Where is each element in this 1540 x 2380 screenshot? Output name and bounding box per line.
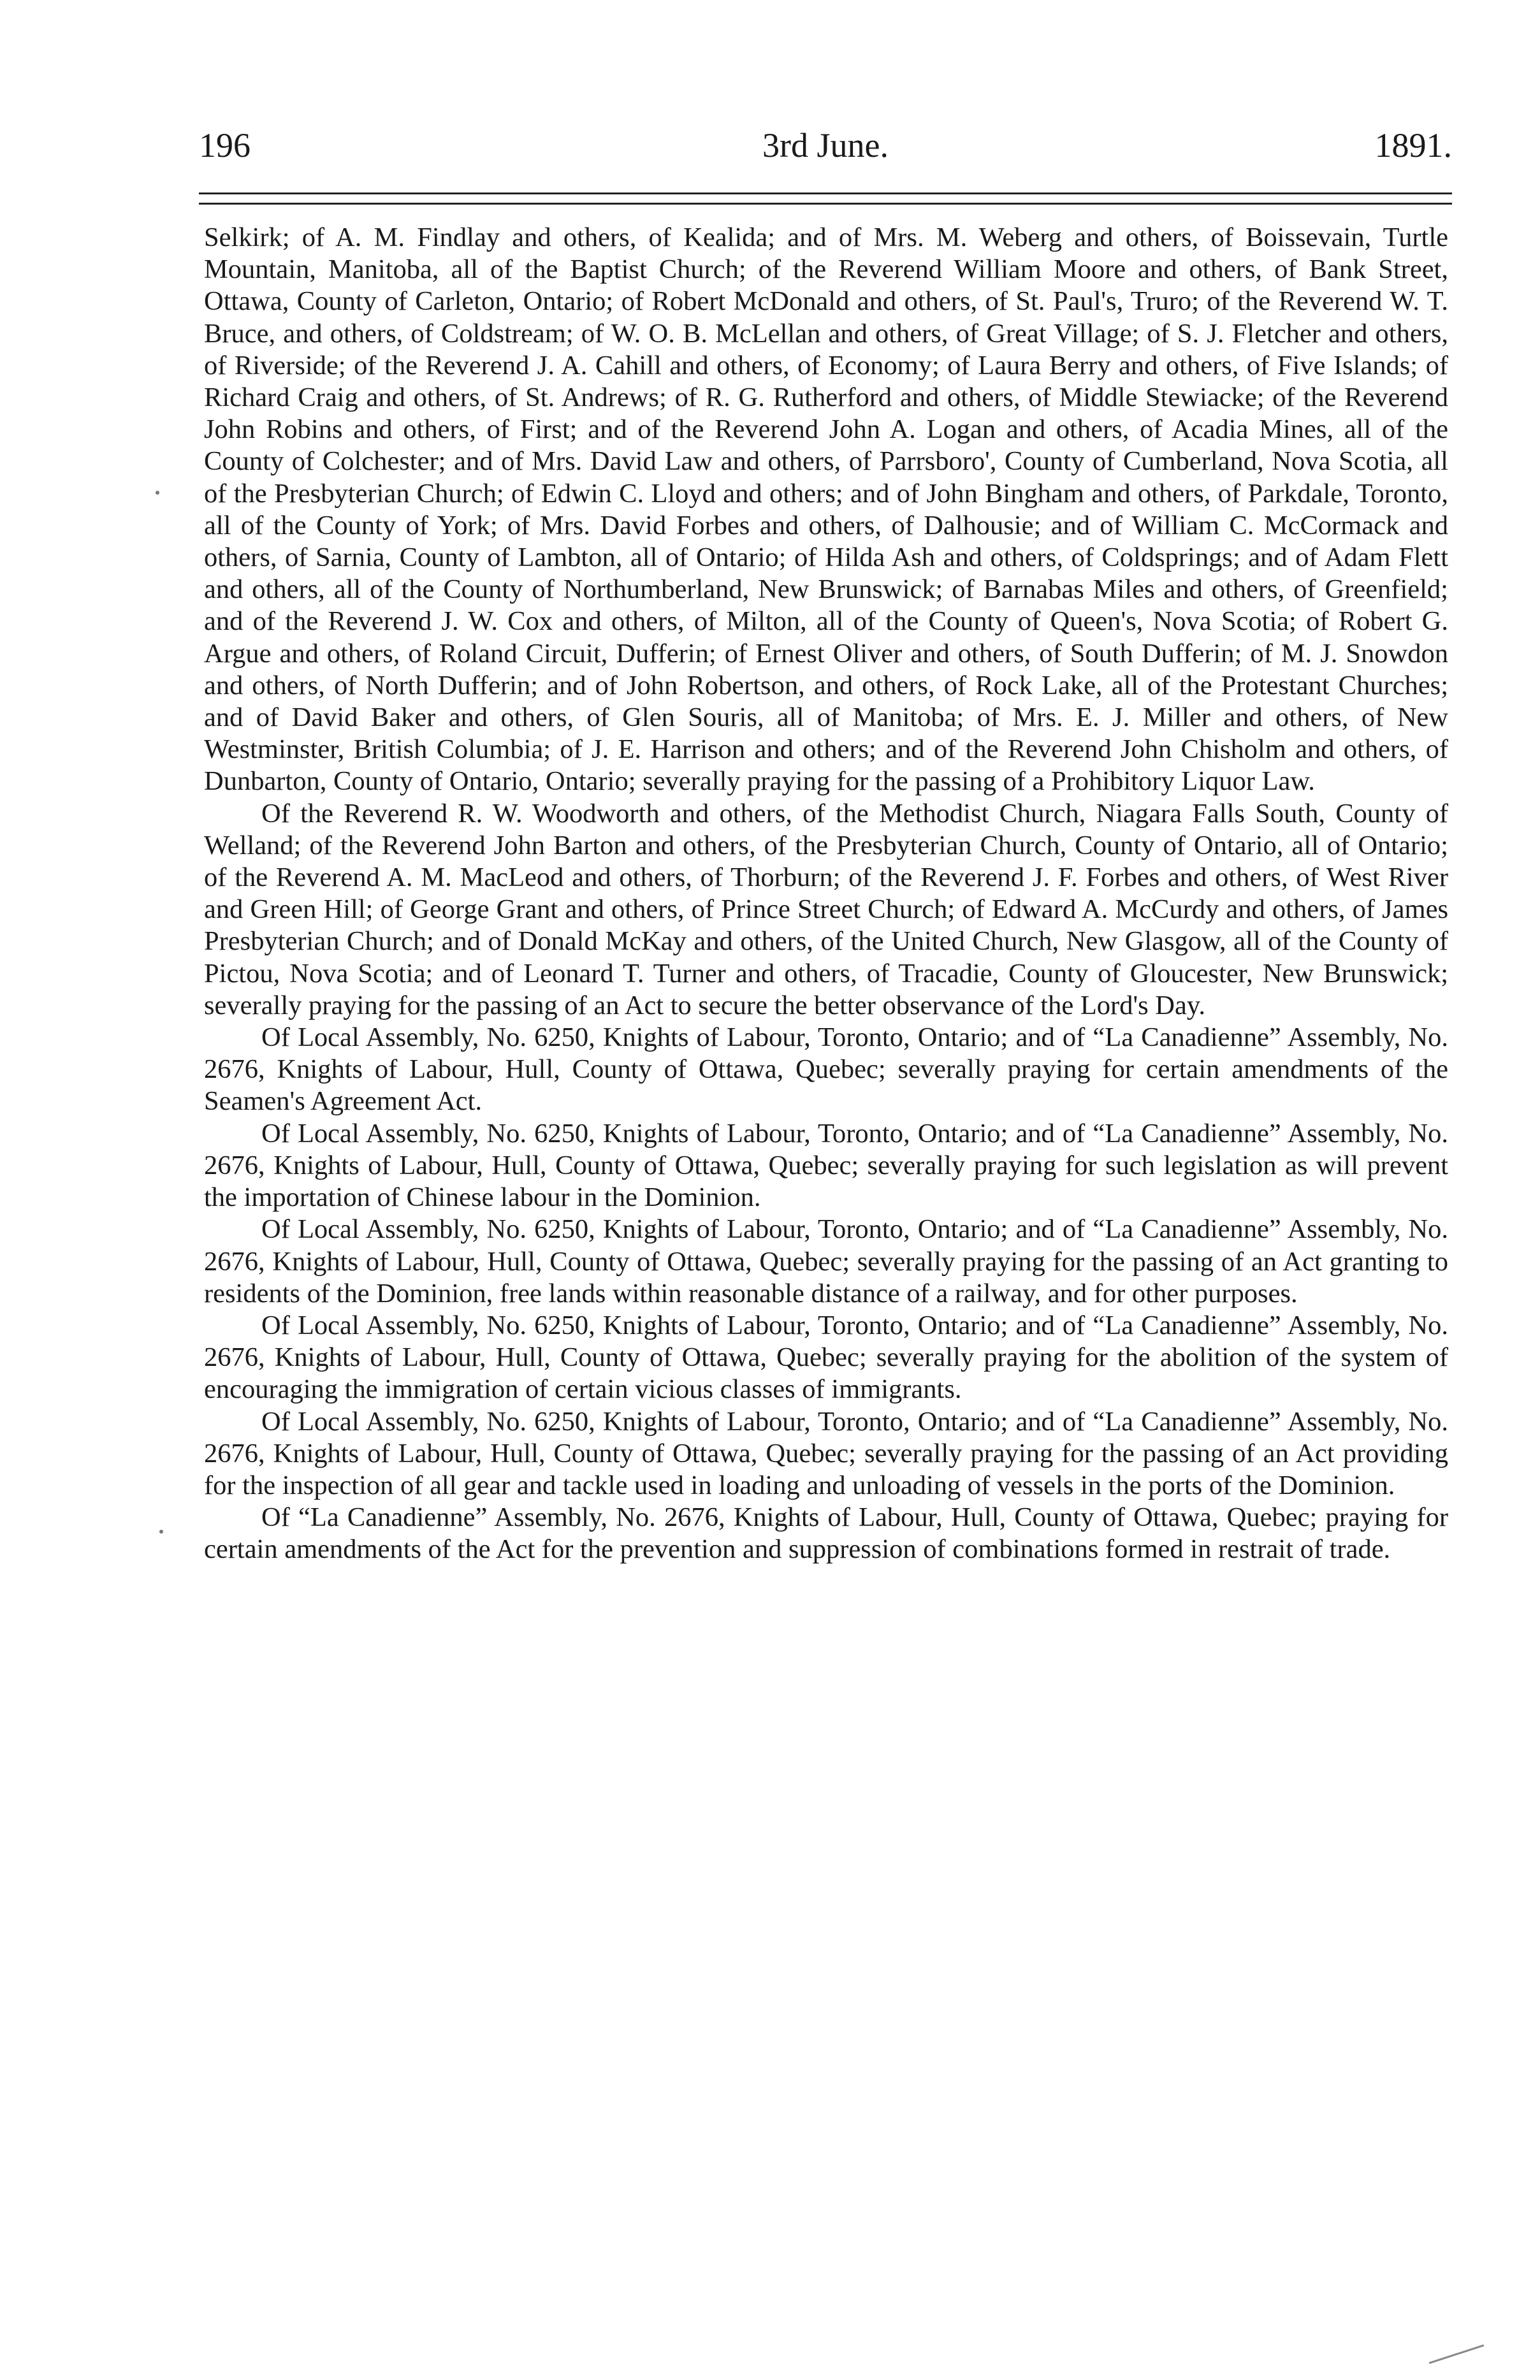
paragraph-chinese-labour: Of Local Assembly, No. 6250, Knights of Labour, Toronto, Ontario; and of “La Canadienne” Assembly, No. 2676, Knights of Labour, Hull, County of Ottawa, Quebec; severally praying for such legislation as will prevent the importation of Chinese labour in the Dominion. bbox=[204, 1118, 1448, 1213]
margin-speck bbox=[156, 491, 159, 495]
margin-speck bbox=[159, 1530, 163, 1534]
header-year: 1891. bbox=[1374, 126, 1452, 164]
corner-pencil-mark bbox=[1429, 2344, 1485, 2364]
header-rule-bottom bbox=[199, 203, 1452, 205]
paragraph-gear-inspection: Of Local Assembly, No. 6250, Knights of Labour, Toronto, Ontario; and of “La Canadienne” Assembly, No. 2676, Knights of Labour, Hull, County of Ottawa, Quebec; severally praying for the passing of an Act providing for the inspection of all gear and tackle used in loading and unloading of vessels in the ports of the Dominion. bbox=[204, 1406, 1448, 1500]
paragraph-lords-day: Of the Reverend R. W. Woodworth and others, of the Methodist Church, Niagara Falls South, County of Welland; of the Reverend John Barton and others, of the Presbyterian Church, County of Ontario, all of Ontario; of the Reverend A. M. MacLeod and others, of Thorburn; of the Reverend J. F. Forbes and others, of West River and Green Hill; of George Grant and others, of Prince Street Church; of Edward A. McCurdy and others, of James Presbyterian Church; and of Donald McKay and others, of the United Church, New Glasgow, all of the County of Pictou, Nova Scotia; and of Leonard T. Turner and others, of Tracadie, County of Gloucester, New Brunswick; severally praying for the passing of an Act to secure the better observance of the Lord's Day. bbox=[204, 798, 1448, 1020]
paragraph-prohibitory-liquor-law: Selkirk; of A. M. Findlay and others, of Kealida; and of Mrs. M. Weberg and others, of Boissevain, Turtle Mountain, Manitoba, all of the Baptist Church; of the Reverend William Moore and others, of Bank Street, Ottawa, County of Carleton, Ontario; of Robert McDonald and others, of St. Paul's, Truro; of the Reverend W. T. Bruce, and others, of Coldstream; of W. O. B. McLellan and others, of Great Village; of S. J. Fletcher and others, of Riverside; of the Reverend J. A. Cahill and others, of Economy; of Laura Berry and others, of Five Islands; of Richard Craig and others, of St. Andrews; of R. G. Rutherford and others, of Middle Stewiacke; of the Reverend John Robins and others, of First; and of the Reverend John A. Logan and others, of Acadia Mines, all of the County of Colchester; and of Mrs. David Law and others, of Parrsboro', County of Cumberland, Nova Scotia, all of the Presbyterian Church; of Edwin C. Lloyd and others; and of John Bingham and others, of Parkdale, Toronto, all of the County of York; of Mrs. David Forbes and others, of Dalhousie; and of William C. McCormack and others, of Sarnia, County of Lambton, all of Ontario; of Hilda Ash and others, of Coldsprings; and of Adam Flett and others, all of the County of Northumberland, New Brunswick; of Barnabas Miles and others, of Greenfield; and of the Reverend J. W. Cox and others, of Milton, all of the County of Queen's, Nova Scotia; of Robert G. Argue and others, of Roland Circuit, Dufferin; of Ernest Oliver and others, of South Dufferin; of M. J. Snowdon and others, of North Dufferin; and of John Robertson, and others, of Rock Lake, all of the Protestant Churches; and of David Baker and others, of Glen Souris, all of Manitoba; of Mrs. E. J. Miller and others, of New Westminster, British Columbia; of J. E. Harrison and others; and of the Reverend John Chisholm and others, of Dunbarton, County of Ontario, Ontario; severally praying for the passing of a Prohibitory Liquor Law. bbox=[204, 222, 1448, 797]
paragraph-combinations: Of “La Canadienne” Assembly, No. 2676, Knights of Labour, Hull, County of Ottawa, Quebec; praying for certain amendments of the Act for the prevention and suppression of combinations formed in restrait of trade. bbox=[204, 1502, 1448, 1565]
paragraph-free-lands: Of Local Assembly, No. 6250, Knights of Labour, Toronto, Ontario; and of “La Canadienne” Assembly, No. 2676, Knights of Labour, Hull, County of Ottawa, Quebec; severally praying for the passing of an Act granting to residents of the Dominion, free lands within reasonable distance of a railway, and for other purposes. bbox=[204, 1214, 1448, 1309]
paragraph-seamens-agreement: Of Local Assembly, No. 6250, Knights of Labour, Toronto, Ontario; and of “La Canadienne” Assembly, No. 2676, Knights of Labour, Hull, County of Ottawa, Quebec; severally praying for certain amendments of the Seamen's Agreement Act. bbox=[204, 1022, 1448, 1117]
page-body bbox=[204, 222, 1448, 1566]
page-number: 196 bbox=[199, 126, 251, 164]
header-date: 3rd June. bbox=[762, 126, 889, 164]
header-rule-top bbox=[199, 192, 1452, 194]
page-header bbox=[199, 120, 1452, 171]
paragraph-immigration: Of Local Assembly, No. 6250, Knights of Labour, Toronto, Ontario; and of “La Canadienne” Assembly, No. 2676, Knights of Labour, Hull, County of Ottawa, Quebec; severally praying for the abolition of the system of encouraging the immigration of certain vicious classes of immigrants. bbox=[204, 1310, 1448, 1405]
